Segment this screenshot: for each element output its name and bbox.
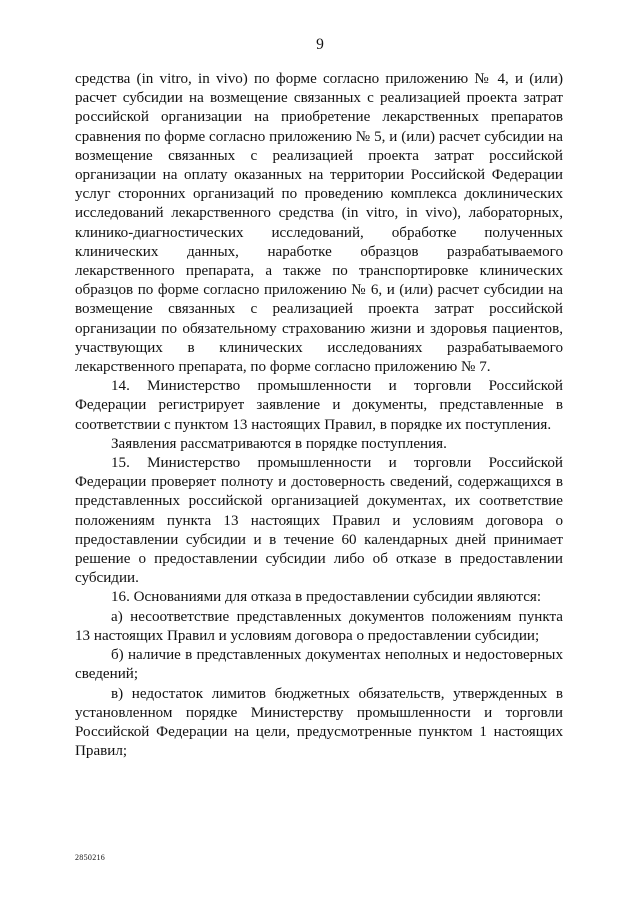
page-number: 9 <box>316 36 324 53</box>
paragraph-applications-order: Заявления рассматриваются в порядке поступления. <box>111 435 447 452</box>
document-code: 2850216 <box>75 853 106 862</box>
paragraph-item-15: 15. Министерство промышленности и торговли Российской Федерации проверяет полноту и достоверность сведений, содержащихся в представленных российской организацией документах, их соответствие положениям пункта 13 настоящих Правил и условиям договора о предоставлении субсидии и в течение 60 календарных дней принимает решение о предоставлении субсидии либо об отказе в предоставлении субсидии. <box>75 455 563 587</box>
paragraph-continuation: средства (in vitro, in vivo) по форме согласно приложению № 4, и (или) расчет субсидии на возмещение связанных с реализацией проекта затрат российской организации на приобретение лекарственных препаратов сравнения по форме согласно приложению № 5, и (или) расчет субсидии на возмещение связанных с реализацией проекта затрат российской организации на оплату оказанных на территории Российской Федерации услуг сторонних организаций по проведению комплекса доклинических исследований лекарственного средства (in vitro, in vivo), лабораторных, клинико-диагностических исследований, обработке полученных клинических данных, наработке образцов разрабатываемого лекарственного препарата, а также по транспортировке клинических образцов по форме согласно приложению № 6, и (или) расчет субсидии на возмещение связанных с реализацией проекта затрат российской организации по обязательному страхованию жизни и здоровья пациентов, участвующих в клинических исследованиях разрабатываемого лекарственного препарата, по форме согласно приложению № 7. <box>75 71 563 376</box>
paragraph-item-16b: б) наличие в представленных документах неполных и недостоверных сведений; <box>75 647 563 683</box>
paragraph-item-16c: в) недостаток лимитов бюджетных обязательств, утвержденных в установленном порядке Министерству промышленности и торговли Российской Федерации на цели, предусмотренные пунктом 1 настоящих Правил; <box>75 685 563 760</box>
document-body <box>75 70 563 761</box>
paragraph-item-16a: а) несоответствие представленных документов положениям пункта 13 настоящих Правил и условиям договора о предоставлении субсидии; <box>75 608 563 644</box>
paragraph-item-16: 16. Основаниями для отказа в предоставлении субсидии являются: <box>111 589 542 606</box>
paragraph-item-14: 14. Министерство промышленности и торговли Российской Федерации регистрирует заявление и документы, представленные в соответствии с пунктом 13 настоящих Правил, в порядке их поступления. <box>75 378 563 433</box>
